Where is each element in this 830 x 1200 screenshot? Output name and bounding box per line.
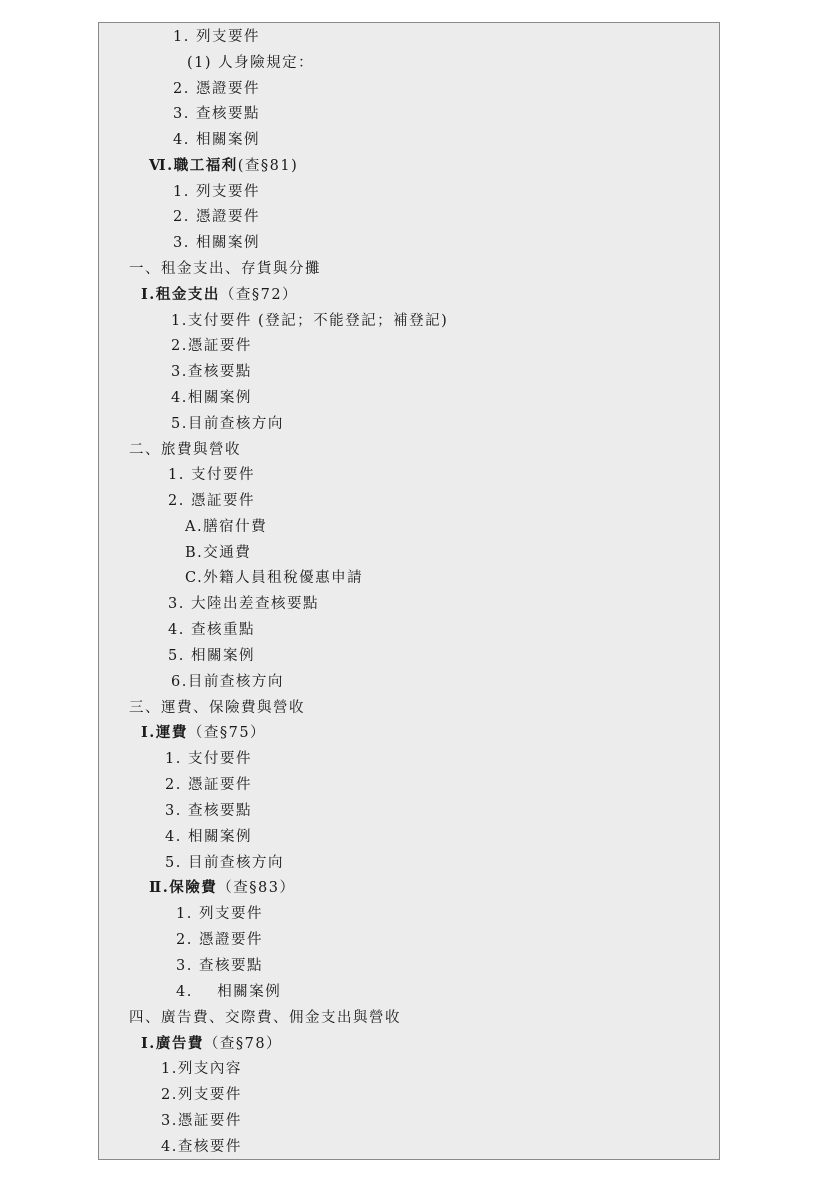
outline-item: 2.憑証要件 [171,338,252,354]
outline-item: 5. 相關案例 [168,648,255,664]
outline-item: 6.目前查核方向 [171,674,284,690]
outline-heading [149,156,298,176]
outline-item: 4. 相關案例 [176,984,282,1000]
outline-item: 1.支付要件 (登記；不能登記；補登記) [171,313,449,329]
heading-label: Ⅰ.運費 [141,724,188,741]
heading-label: Ⅵ.職工福利 [149,157,238,174]
heading-label: Ⅰ.租金支出 [141,286,220,303]
outline-subitem: B.交通費 [185,545,252,561]
outline-item: 3. 查核要點 [176,958,263,974]
outline-item: 2. 憑證要件 [173,81,260,97]
outline-section: 一、租金支出、存貨與分攤 [129,261,321,277]
outline-heading [141,723,266,743]
heading-ref: （查§75） [187,725,267,741]
outline-item: 3. 相關案例 [173,235,260,251]
heading-ref: （查§72） [219,287,299,303]
outline-item: 4. 查核重點 [168,622,255,638]
outline-item: 2.列支要件 [161,1087,242,1103]
outline-item: 2. 憑證要件 [176,932,263,948]
outline-item: (1) 人身險規定： [187,55,315,71]
outline-item: 4. 相關案例 [173,132,260,148]
heading-ref: （查§78） [203,1036,283,1052]
outline-item: 3.憑証要件 [161,1113,242,1129]
outline-item: 4.查核要件 [161,1139,242,1155]
outline-item: 2. 憑証要件 [165,777,252,793]
outline-item: 3. 大陸出差查核要點 [168,596,319,612]
outline-section: 四、廣告費、交際費、佣金支出與營收 [129,1010,401,1026]
outline-subitem: C.外籍人員租稅優惠申請 [185,570,364,586]
heading-label: Ⅱ.保險費 [149,879,218,896]
outline-item: 1.列支內容 [161,1061,242,1077]
outline-heading [141,1034,282,1054]
outline-item: 1. 列支要件 [173,184,260,200]
outline-item: 1. 支付要件 [165,751,252,767]
outline-item: 1. 列支要件 [176,906,263,922]
outline-heading [149,878,295,898]
outline-item: 3. 查核要點 [165,803,252,819]
outline-item: 3.查核要點 [171,364,252,380]
outline-section: 三、運費、保險費與營收 [129,700,305,716]
outline-item: 5.目前查核方向 [171,416,284,432]
outline-item: 4. 相關案例 [165,829,252,845]
outline-item: 2. 憑證要件 [173,209,260,225]
outline-item: 4.相關案例 [171,390,252,406]
heading-ref: （查§83） [217,880,296,896]
outline-subitem: A.膳宿什費 [185,519,268,535]
outline-item: 5. 目前查核方向 [165,855,284,871]
outline-item: 1. 支付要件 [168,467,255,483]
outline-item: 2. 憑証要件 [168,493,255,509]
heading-ref: (查§81) [237,158,299,174]
outline-item: 3. 查核要點 [173,106,260,122]
outline-section: 二、旅費與營收 [129,442,241,458]
outline-item: 1. 列支要件 [173,29,260,45]
heading-label: Ⅰ.廣告費 [141,1035,204,1052]
outline-heading [141,285,298,305]
